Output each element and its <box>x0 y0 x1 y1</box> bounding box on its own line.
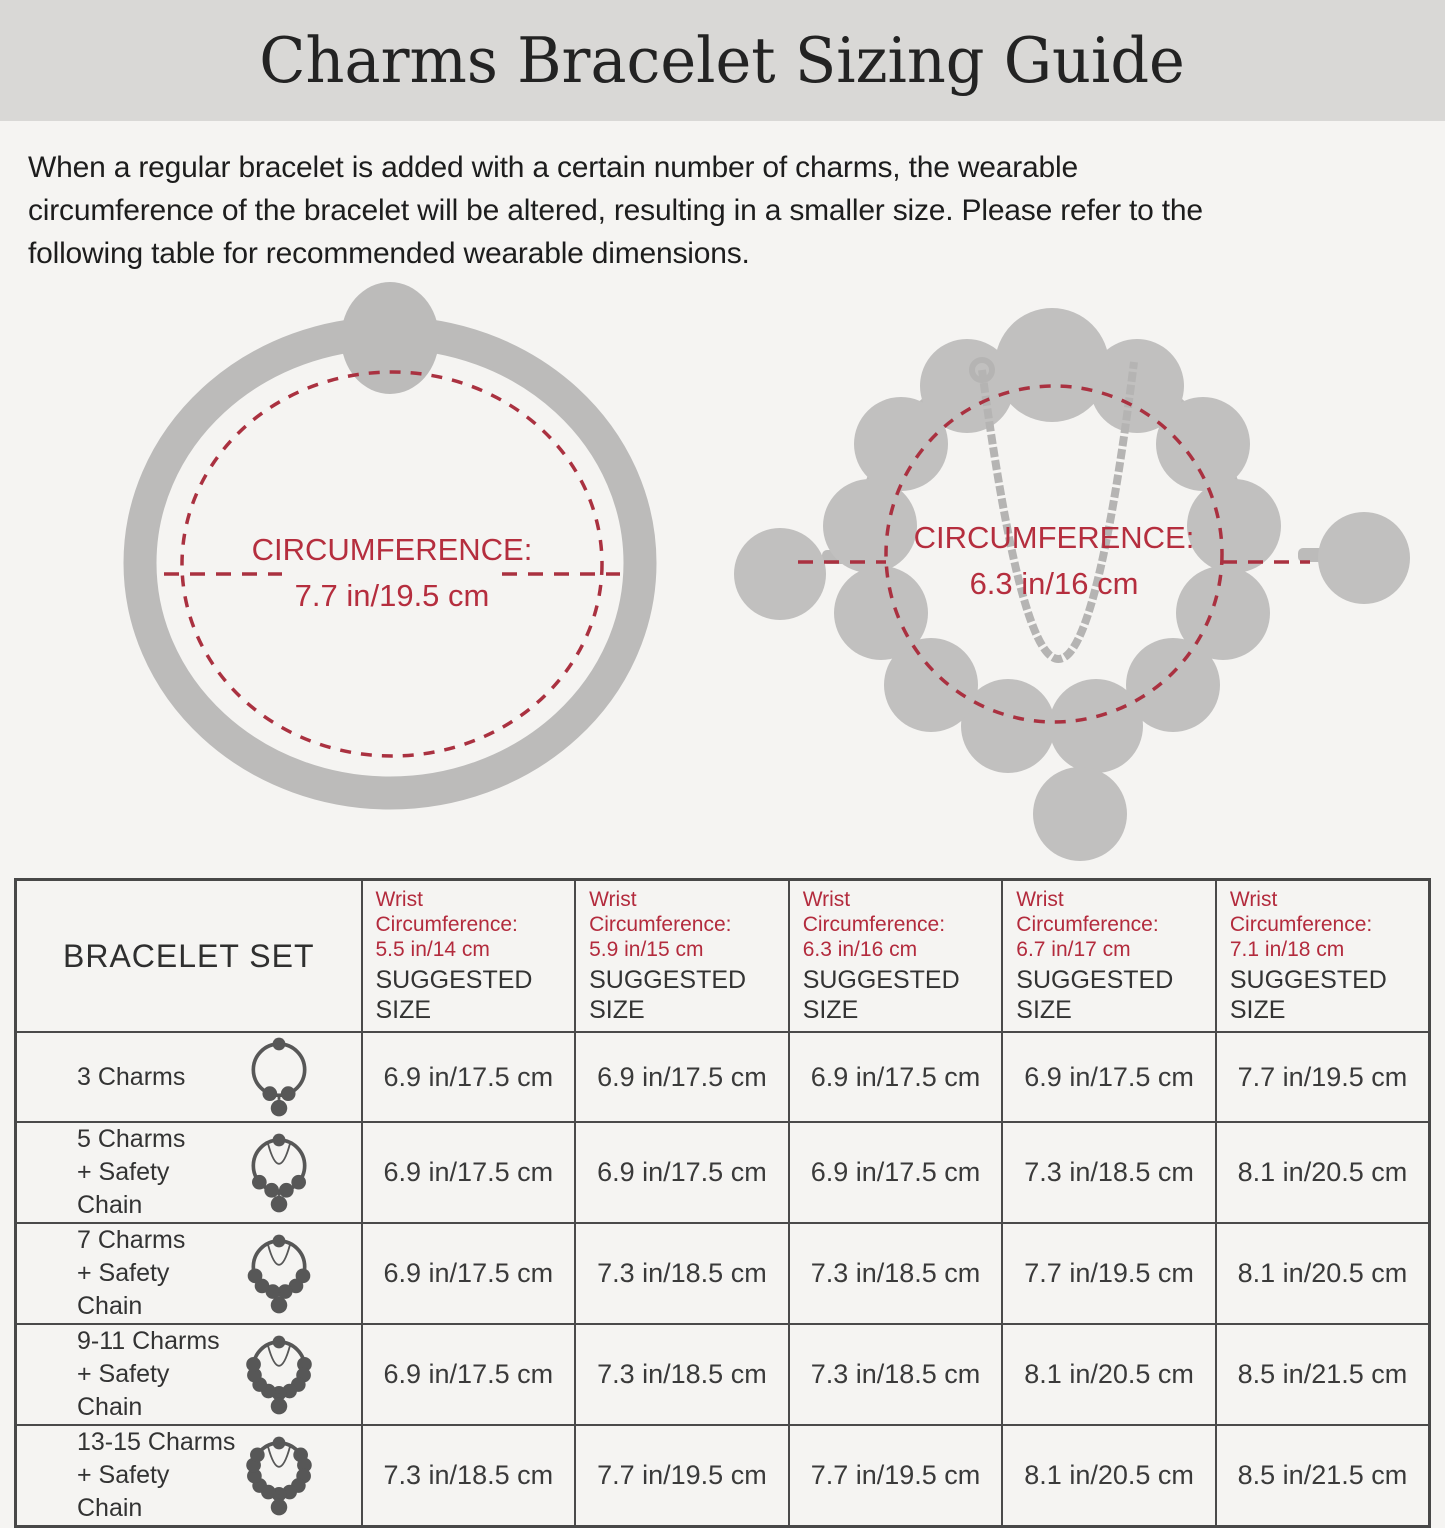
wrist-circumference-size: 7.1 in/18 cm <box>1229 938 1345 961</box>
bracelet-set-icon <box>239 1129 319 1217</box>
sizing-table <box>14 878 1431 1528</box>
size-cell: 8.5 in/21.5 cm <box>1216 1425 1430 1527</box>
size-cell: 7.3 in/18.5 cm <box>575 1223 789 1324</box>
table-row <box>16 1324 1430 1425</box>
size-cell: 8.1 in/20.5 cm <box>1002 1425 1216 1527</box>
size-cell: 6.9 in/17.5 cm <box>362 1324 576 1425</box>
column-header <box>362 880 576 1033</box>
column-header <box>789 880 1003 1033</box>
column-header <box>1216 880 1430 1033</box>
bracelet-set-icon <box>239 1432 319 1520</box>
clasp-charm <box>995 308 1109 422</box>
intro-line: circumference of the bracelet will be altered, resulting in a smaller size. Please refer to the <box>28 194 1203 227</box>
circumference-value: 7.7 in/19.5 cm <box>294 578 490 613</box>
bracelet-set-label: 7 Charms + Safety Chain <box>77 1226 186 1320</box>
table-row <box>16 1032 1430 1122</box>
size-cell: 6.9 in/17.5 cm <box>1002 1032 1216 1122</box>
size-cell: 6.9 in/17.5 cm <box>575 1122 789 1223</box>
size-cell: 6.9 in/17.5 cm <box>362 1032 576 1122</box>
column-header <box>575 880 789 1033</box>
size-cell: 7.7 in/19.5 cm <box>1216 1032 1430 1122</box>
table-row <box>16 1122 1430 1223</box>
plain-bracelet-illustration <box>70 278 710 838</box>
bracelet-set-icon <box>239 1033 319 1121</box>
size-cell: 7.7 in/19.5 cm <box>1002 1223 1216 1324</box>
size-cell: 7.7 in/19.5 cm <box>575 1425 789 1527</box>
table-row <box>16 1223 1430 1324</box>
bracelet-set-header: BRACELET SET <box>16 880 362 1033</box>
bracelet-set-cell <box>16 1223 362 1324</box>
wrist-circumference-size: 5.5 in/14 cm <box>375 938 490 961</box>
circumference-label: CIRCUMFERENCE: <box>251 532 533 567</box>
size-cell: 7.7 in/19.5 cm <box>789 1425 1003 1527</box>
bracelet-set-label: 3 Charms <box>77 1062 186 1091</box>
bracelet-set-label: 5 Charms + Safety Chain <box>77 1125 186 1219</box>
bracelet-set-label: 9-11 Charms + Safety Chain <box>77 1327 220 1421</box>
size-cell: 6.9 in/17.5 cm <box>362 1122 576 1223</box>
size-cell: 8.1 in/20.5 cm <box>1216 1122 1430 1223</box>
suggested-size-label: SUGGESTED SIZE <box>802 966 960 1024</box>
table-row <box>16 1425 1430 1527</box>
suggested-size-label: SUGGESTED SIZE <box>589 966 747 1024</box>
wrist-circumference-label: Wrist Circumference: <box>1016 888 1159 936</box>
size-cell: 8.1 in/20.5 cm <box>1216 1223 1430 1324</box>
dangle-charm-right <box>1318 512 1410 604</box>
bracelet-set-cell <box>16 1324 362 1425</box>
intro-paragraph <box>28 146 1428 275</box>
wrist-circumference-size: 6.3 in/16 cm <box>802 938 918 961</box>
size-cell: 6.9 in/17.5 cm <box>789 1122 1003 1223</box>
size-cell: 7.3 in/18.5 cm <box>789 1324 1003 1425</box>
column-header <box>1002 880 1216 1033</box>
suggested-size-label: SUGGESTED SIZE <box>375 966 533 1024</box>
size-cell: 7.3 in/18.5 cm <box>362 1425 576 1527</box>
dangle-charm-left <box>734 528 826 620</box>
size-cell: 8.1 in/20.5 cm <box>1002 1324 1216 1425</box>
dangle-charm-bottom <box>1033 767 1127 861</box>
bracelet-set-icon <box>239 1331 319 1419</box>
bracelet-set-cell <box>16 1425 362 1527</box>
wrist-circumference-size: 6.7 in/17 cm <box>1016 938 1131 961</box>
bracelet-set-icon <box>239 1230 319 1318</box>
wrist-circumference-label: Wrist Circumference: <box>1229 888 1373 936</box>
suggested-size-label: SUGGESTED SIZE <box>1016 966 1174 1024</box>
size-cell: 6.9 in/17.5 cm <box>575 1032 789 1122</box>
wrist-circumference-label: Wrist Circumference: <box>589 888 732 936</box>
intro-line: When a regular bracelet is added with a certain number of charms, the wearable <box>28 151 1078 184</box>
size-cell: 7.3 in/18.5 cm <box>789 1223 1003 1324</box>
clasp-ball <box>341 282 439 394</box>
wrist-circumference-size: 5.9 in/15 cm <box>589 938 704 961</box>
size-cell: 6.9 in/17.5 cm <box>362 1223 576 1324</box>
page-title: Charms Bracelet Sizing Guide <box>259 24 1186 97</box>
charms-bracelet-illustration <box>714 262 1430 870</box>
table-header-row <box>16 880 1430 1033</box>
circumference-value: 6.3 in/16 cm <box>969 566 1139 601</box>
size-cell: 7.3 in/18.5 cm <box>575 1324 789 1425</box>
bracelet-set-cell <box>16 1122 362 1223</box>
intro-line: following table for recommended wearable dimensions. <box>28 237 750 270</box>
wrist-circumference-label: Wrist Circumference: <box>375 888 518 936</box>
size-cell: 8.5 in/21.5 cm <box>1216 1324 1430 1425</box>
suggested-size-label: SUGGESTED SIZE <box>1229 966 1387 1024</box>
wrist-circumference-label: Wrist Circumference: <box>802 888 946 936</box>
title-banner <box>0 0 1445 121</box>
bracelet-set-label: 13-15 Charms + Safety Chain <box>77 1428 236 1522</box>
circumference-label: CIRCUMFERENCE: <box>913 520 1195 555</box>
size-cell: 7.3 in/18.5 cm <box>1002 1122 1216 1223</box>
size-cell: 6.9 in/17.5 cm <box>789 1032 1003 1122</box>
bracelet-set-cell <box>16 1032 362 1122</box>
